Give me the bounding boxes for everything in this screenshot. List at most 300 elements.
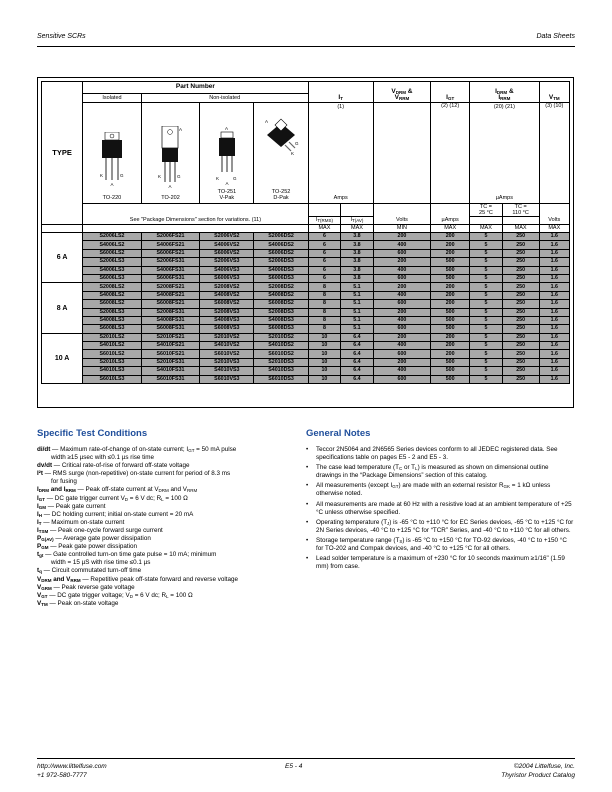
spec-value-cell: 5 <box>470 308 503 316</box>
part-number-cell: S2008FS21 <box>141 283 200 291</box>
spec-value-cell: 200 <box>373 258 430 266</box>
spec-value-cell: 5 <box>470 233 503 241</box>
part-number-cell: S6008VS2 <box>200 300 254 308</box>
spec-value-cell: 5 <box>470 316 503 324</box>
part-number-cell: S2006VS2 <box>200 233 254 241</box>
spec-value-cell: 1.6 <box>539 300 569 308</box>
footer-right <box>501 762 575 780</box>
spec-value-cell: 6 <box>308 274 341 282</box>
spec-value-cell: 200 <box>431 300 470 308</box>
spec-value-cell: 1.6 <box>539 283 569 291</box>
package-name: TO-220 <box>102 194 122 201</box>
spec-value-cell: 3.8 <box>341 266 374 274</box>
spec-value-cell: 400 <box>373 291 430 299</box>
spec-value-cell: 250 <box>502 316 539 324</box>
to252-package-icon <box>263 115 299 155</box>
spec-value-cell: 600 <box>373 375 430 383</box>
part-number-cell: S4006VS2 <box>200 241 254 249</box>
table-row <box>42 283 570 291</box>
footer-rule <box>37 758 575 759</box>
part-number-cell: S2006FS31 <box>141 258 200 266</box>
spec-value-cell: 1.6 <box>539 342 569 350</box>
part-number-cell: S6008LS3 <box>83 325 142 333</box>
part-number-cell: S6010LS2 <box>83 350 142 358</box>
type-header: TYPE <box>42 82 83 225</box>
igt-unit: µAmps <box>431 204 470 225</box>
footer-phone: +1 972-580-7777 <box>37 772 87 779</box>
pin-label: K <box>99 172 103 178</box>
part-number-cell: S2006DS2 <box>254 233 308 241</box>
spec-value-cell: 400 <box>373 316 430 324</box>
test-condition-item: $V_{GT}$ — DC gate trigger voltage; $V_D = 6$ V dc; $R_L = 100$ Ω <box>37 591 193 599</box>
spec-value-cell: 500 <box>431 375 470 383</box>
pin-label: A <box>168 183 172 189</box>
spec-value-cell: 5 <box>470 283 503 291</box>
spec-value-cell: 250 <box>502 266 539 274</box>
vtm-header: $V_{TM}$ <box>539 82 569 103</box>
spec-value-cell: 3.8 <box>341 274 374 282</box>
package-to252 <box>254 103 308 204</box>
test-condition-item: $t_q$ — Circuit commutated turn-off time <box>37 567 142 575</box>
part-number-cell: S4010DS3 <box>254 367 308 375</box>
table-row <box>42 342 570 350</box>
spec-value-cell: 250 <box>502 241 539 249</box>
spec-value-cell: 6.4 <box>341 375 374 383</box>
spec-value-cell: 1.6 <box>539 249 569 257</box>
spec-value-cell: 6.4 <box>341 367 374 375</box>
spec-value-cell: 5.1 <box>341 291 374 299</box>
to202-package-icon <box>157 126 183 192</box>
general-note-item: • All measurements are made at 60 Hz with a resistive load at an ambient temperature of +25 °C unless otherwise specified. <box>306 501 574 517</box>
pin-label: A <box>225 180 229 186</box>
it-header: $I_T$ <box>308 82 373 103</box>
part-number-cell: S6008LS2 <box>83 300 142 308</box>
part-number-cell: S4008DS2 <box>254 291 308 299</box>
idrm-25-unit <box>470 217 503 225</box>
spec-value-cell: 1.6 <box>539 233 569 241</box>
table-row <box>42 241 570 249</box>
pin-label: K <box>158 173 162 179</box>
spec-value-cell: 5.1 <box>341 308 374 316</box>
vtm-unit: Volts <box>539 204 569 225</box>
footer-catalog: Thyristor Product Catalog <box>501 772 575 779</box>
part-number-cell: S2006DS3 <box>254 258 308 266</box>
idrm-note: (20) (21) <box>493 104 515 110</box>
spec-value-cell: 200 <box>373 283 430 291</box>
part-number-cell: S2010VS2 <box>200 333 254 341</box>
spec-value-cell: 250 <box>502 249 539 257</box>
part-number-cell: S4010FS21 <box>141 342 200 350</box>
package-name: TO-251 V-Pak <box>217 188 237 201</box>
to220-package-icon <box>99 132 125 192</box>
igt-note: (2) (12) <box>441 103 460 109</box>
part-number-cell: S6008FS21 <box>141 300 200 308</box>
spec-value-cell: 5 <box>470 300 503 308</box>
spec-value-cell: 600 <box>373 325 430 333</box>
limit-cell: MAX <box>431 225 470 233</box>
part-number-cell: S2006VS3 <box>200 258 254 266</box>
part-number-cell: S6008DS2 <box>254 300 308 308</box>
part-number-cell: S4006DS3 <box>254 266 308 274</box>
running-header-left: Sensitive SCRs <box>37 33 86 40</box>
spec-value-cell: 250 <box>502 291 539 299</box>
limit-cell: MAX <box>502 225 539 233</box>
test-condition-item: $P_{G(AV)}$ — Average gate power dissipation <box>37 535 151 543</box>
spec-value-cell: 600 <box>373 249 430 257</box>
spec-value-cell: 1.6 <box>539 350 569 358</box>
test-condition-item: dv/dt — Critical rate-of-rise of forward off-state voltage <box>37 462 190 470</box>
tc110-header: TC = 110 °C <box>502 204 539 217</box>
part-number-cell: S2008DS2 <box>254 283 308 291</box>
table-row <box>42 308 570 316</box>
pin-label: K <box>215 175 219 181</box>
spec-value-cell: 600 <box>373 300 430 308</box>
spec-value-cell: 500 <box>431 274 470 282</box>
table-row <box>42 258 570 266</box>
table-row <box>42 358 570 366</box>
part-number-cell: S2010FS31 <box>141 358 200 366</box>
test-condition-item: $I_{TSM}$ — Peak one-cycle forward surge current <box>37 526 163 534</box>
table-row <box>42 325 570 333</box>
part-number-cell: S4010FS31 <box>141 367 200 375</box>
limit-cell: MAX <box>341 225 374 233</box>
part-number-cell: S4010VS2 <box>200 342 254 350</box>
spec-value-cell: 5 <box>470 291 503 299</box>
current-group-label: 8 A <box>42 283 83 333</box>
spec-value-cell: 6 <box>308 258 341 266</box>
part-number-cell: S4010DS2 <box>254 342 308 350</box>
spec-value-cell: 200 <box>431 350 470 358</box>
limit-cell: MIN <box>373 225 430 233</box>
spec-value-cell: 250 <box>502 325 539 333</box>
spec-value-cell: 200 <box>431 249 470 257</box>
part-number-cell: S6006LS3 <box>83 274 142 282</box>
package-to202 <box>141 103 200 204</box>
test-condition-item: $t_{gt}$ — Gate controlled turn-on time gate pulse = 10 mA; minimum <box>37 551 217 559</box>
type-spacer <box>42 225 83 233</box>
test-condition-item: $I_{GT}$ — DC gate trigger current $V_D = 6$ V dc; $R_L = 100$ Ω <box>37 494 188 502</box>
spec-value-cell: 5 <box>470 342 503 350</box>
spec-value-cell: 1.6 <box>539 308 569 316</box>
spec-value-cell: 5.1 <box>341 316 374 324</box>
spec-value-cell: 5.1 <box>341 283 374 291</box>
part-number-cell: S2006LS3 <box>83 258 142 266</box>
spec-value-cell: 8 <box>308 300 341 308</box>
spec-value-cell: 8 <box>308 316 341 324</box>
part-number-cell: S2010FS21 <box>141 333 200 341</box>
test-condition-item: $I_{DRM}$ and $I_{RRM}$ — Peak off-state current at $V_{DRM}$ and $V_{RRM}$ <box>37 486 198 494</box>
it-notes-cell <box>308 103 373 204</box>
part-number-cell: S6010VS2 <box>200 350 254 358</box>
part-number-cell: S6010DS2 <box>254 350 308 358</box>
vtm-note-cell <box>539 103 569 204</box>
part-number-cell: S6006DS2 <box>254 249 308 257</box>
pin-label: G <box>119 172 124 178</box>
spec-value-cell: 250 <box>502 258 539 266</box>
spec-value-cell: 250 <box>502 308 539 316</box>
idrm-header: $I_{DRM}$ & $I_{RRM}$ <box>470 82 539 103</box>
general-note-item: • Teccor 2N5064 and 2N6565 Series devices conform to all JEDEC registered data. See specifications table on pages E5 - 2 and E5 - 3. <box>306 446 574 462</box>
spec-value-cell: 500 <box>431 308 470 316</box>
table-row <box>42 333 570 341</box>
spec-value-cell: 500 <box>431 367 470 375</box>
part-number-cell: S2010DS3 <box>254 358 308 366</box>
vtm-note: (3) (10) <box>545 103 564 109</box>
spec-value-cell: 5 <box>470 249 503 257</box>
spec-value-cell: 250 <box>502 367 539 375</box>
part-number-cell: S4008LS3 <box>83 316 142 324</box>
package-name: TO-202 <box>161 194 180 201</box>
part-number-cell: S2010LS2 <box>83 333 142 341</box>
spec-value-cell: 5.1 <box>341 325 374 333</box>
table-row <box>42 375 570 383</box>
spec-value-cell: 200 <box>373 333 430 341</box>
spec-value-cell: 250 <box>502 233 539 241</box>
test-condition-item: $P_{GM}$ — Peak gate power dissipation <box>37 543 138 551</box>
part-number-cell: S4006DS2 <box>254 241 308 249</box>
part-number-cell: S6010DS3 <box>254 375 308 383</box>
spec-value-cell: 6 <box>308 249 341 257</box>
part-number-cell: S4008LS2 <box>83 291 142 299</box>
pin-label: A <box>179 126 183 132</box>
test-condition-item: di/dt — Maximum rate-of-change of on-state current; $I_{GT} = 50$ mA pulse <box>37 446 237 453</box>
idrm-unit: µAmps <box>495 195 513 202</box>
spec-value-cell: 5 <box>470 375 503 383</box>
package-to251 <box>200 103 254 204</box>
limit-cell: MAX <box>308 225 341 233</box>
part-number-cell: S6010LS3 <box>83 375 142 383</box>
spec-value-cell: 1.6 <box>539 316 569 324</box>
spec-value-cell: 1.6 <box>539 258 569 266</box>
table-row <box>42 249 570 257</box>
test-condition-item: $V_{TM}$ — Peak on-state voltage <box>37 599 119 607</box>
to251-package-icon <box>214 124 240 186</box>
spec-value-cell: 250 <box>502 358 539 366</box>
specific-test-conditions-title: Specific Test Conditions <box>37 428 148 439</box>
general-note-item: • Operating temperature $(T_J)$ is -65 °C to +110 °C for EC Series devices, -65 °C to +125 °C for 2N Series devices, -40 °C to +125 °C for “TCR” Series, and -40 °C to +110 °C for all others. <box>306 519 574 535</box>
package-dimensions-note: See "Package Dimensions" section for variations. (11) <box>83 204 308 225</box>
spec-value-cell: 400 <box>373 342 430 350</box>
it-rms-header: $I_{T(RMS)}$ <box>308 217 341 225</box>
part-number-cell: S6006VS2 <box>200 249 254 257</box>
current-group-label: 6 A <box>42 233 83 283</box>
part-number-cell: S6010FS21 <box>141 350 200 358</box>
spec-value-cell: 6 <box>308 233 341 241</box>
table-row <box>42 350 570 358</box>
pin-label: A <box>110 181 114 187</box>
spec-value-cell: 250 <box>502 300 539 308</box>
spec-value-cell: 8 <box>308 291 341 299</box>
spec-value-cell: 400 <box>373 266 430 274</box>
spec-value-cell: 6.4 <box>341 342 374 350</box>
general-notes-title: General Notes <box>306 428 371 439</box>
footer-copyright: ©2004 Littelfuse, Inc. <box>513 763 575 770</box>
test-condition-item: $I_H$ — DC holding current; initial on-state current = 20 mA <box>37 510 194 518</box>
spec-value-cell: 10 <box>308 342 341 350</box>
test-condition-continuation: for fusing <box>51 478 77 486</box>
part-number-cell: S6010FS31 <box>141 375 200 383</box>
spec-value-cell: 5 <box>470 266 503 274</box>
spec-value-cell: 1.6 <box>539 358 569 366</box>
part-number-cell: S4006LS3 <box>83 266 142 274</box>
spec-value-cell: 400 <box>373 367 430 375</box>
part-number-cell: S6006VS3 <box>200 274 254 282</box>
spec-value-cell: 200 <box>431 291 470 299</box>
test-condition-continuation: width = 15 µS with rise time ≤0.1 µs <box>51 559 151 567</box>
test-condition-item: $V_{GRM}$ — Peak reverse gate voltage <box>37 583 135 591</box>
part-number-cell: S4010VS3 <box>200 367 254 375</box>
spec-value-cell: 8 <box>308 325 341 333</box>
table-row <box>42 291 570 299</box>
spec-value-cell: 5 <box>470 367 503 375</box>
spec-value-cell: 250 <box>502 342 539 350</box>
spec-value-cell: 6.4 <box>341 358 374 366</box>
it-rms-spacer <box>308 204 341 217</box>
part-number-cell: S6006FS21 <box>141 249 200 257</box>
spec-value-cell: 250 <box>502 333 539 341</box>
spec-value-cell: 10 <box>308 350 341 358</box>
idrm-notes-cell <box>470 103 539 204</box>
pin-label: G <box>232 175 237 181</box>
part-number-cell: S4006FS21 <box>141 241 200 249</box>
footer-page-number: E5 - 4 <box>285 763 303 770</box>
it-note: (1) <box>337 104 345 110</box>
part-number-cell: S2010DS2 <box>254 333 308 341</box>
spec-value-cell: 200 <box>431 233 470 241</box>
spec-value-cell: 200 <box>373 358 430 366</box>
general-note-item: • Storage temperature range $(T_S)$ is -65 °C to +150 °C for TO-92 devices, -40 °C to +150 °C for TO-202 and Compak devices, and -40 °C to +125 °C for all others. <box>306 537 574 553</box>
spec-value-cell: 500 <box>431 358 470 366</box>
spec-value-cell: 10 <box>308 367 341 375</box>
spec-value-cell: 250 <box>502 283 539 291</box>
table-row <box>42 274 570 282</box>
pin-label: G <box>177 173 181 179</box>
general-notes-list <box>306 446 574 573</box>
pin-label: A <box>224 125 228 131</box>
footer-left <box>37 762 107 780</box>
igt-header: $I_{GT}$ <box>431 82 470 103</box>
part-number-cell: S6008VS3 <box>200 325 254 333</box>
limit-cell: MAX <box>539 225 569 233</box>
part-number-cell: S6006FS31 <box>141 274 200 282</box>
pin-label: A <box>265 119 269 124</box>
part-number-cell: S6006DS3 <box>254 274 308 282</box>
part-number-cell: S4008FS21 <box>141 291 200 299</box>
spec-value-cell: 5 <box>470 274 503 282</box>
part-number-cell: S6006LS2 <box>83 249 142 257</box>
part-number-cell: S4008FS31 <box>141 316 200 324</box>
spec-value-cell: 400 <box>373 241 430 249</box>
part-number-cell: S4006VS3 <box>200 266 254 274</box>
spec-value-cell: 1.6 <box>539 375 569 383</box>
part-number-cell: S2010LS3 <box>83 358 142 366</box>
table-row <box>42 300 570 308</box>
limit-cell: MAX <box>470 225 503 233</box>
general-note-item: • Lead solder temperature is a maximum of +230 °C for 10 seconds maximum ≥1/16" (1.59 mm) from case. <box>306 555 574 571</box>
spec-value-cell: 250 <box>502 274 539 282</box>
spec-value-cell: 3.8 <box>341 258 374 266</box>
part-number-cell: S2008LS2 <box>83 283 142 291</box>
spec-value-cell: 200 <box>431 333 470 341</box>
spec-value-cell: 500 <box>431 258 470 266</box>
spec-value-cell: 500 <box>431 266 470 274</box>
spec-value-cell: 6 <box>308 241 341 249</box>
part-number-cell: S2008DS3 <box>254 308 308 316</box>
specific-test-conditions-list <box>37 446 299 608</box>
vdrm-unit: Volts <box>373 204 430 225</box>
part-number-cell: S2008VS3 <box>200 308 254 316</box>
spec-value-cell: 1.6 <box>539 367 569 375</box>
general-note-item: • All measurements (except $I_{GT}$) are made with an external resistor $R_{GK} = 1$ kΩ unless otherwise noted. <box>306 482 574 498</box>
spec-value-cell: 1.6 <box>539 333 569 341</box>
part-number-cell: S2010VS3 <box>200 358 254 366</box>
test-condition-item: $I_{GM}$ — Peak gate current <box>37 502 106 510</box>
spec-value-cell: 10 <box>308 375 341 383</box>
spec-value-cell: 10 <box>308 358 341 366</box>
header-rule <box>37 46 575 47</box>
spec-value-cell: 1.6 <box>539 241 569 249</box>
spec-value-cell: 5 <box>470 258 503 266</box>
tc25-header: TC = 25 °C <box>470 204 503 217</box>
table-row <box>42 233 570 241</box>
spec-value-cell: 5.1 <box>341 300 374 308</box>
vdrm-header: $V_{DRM}$ & $V_{RRM}$ <box>373 82 430 103</box>
part-number-cell: S2008LS3 <box>83 308 142 316</box>
idrm-110-unit <box>502 217 539 225</box>
part-number-cell: S6008FS31 <box>141 325 200 333</box>
vdrm-unit-cell <box>373 103 430 204</box>
spec-value-cell: 1.6 <box>539 291 569 299</box>
spec-value-cell: 10 <box>308 333 341 341</box>
package-to220 <box>83 103 142 204</box>
spec-value-cell: 5 <box>470 333 503 341</box>
spec-value-cell: 5 <box>470 241 503 249</box>
spec-value-cell: 600 <box>373 274 430 282</box>
table-row <box>42 266 570 274</box>
footer-url[interactable]: http://www.littelfuse.com <box>37 763 107 770</box>
part-number-header: Part Number <box>83 82 308 94</box>
table-row <box>42 316 570 324</box>
spec-value-cell: 3.8 <box>341 249 374 257</box>
spec-value-cell: 5 <box>470 358 503 366</box>
isolated-header: Isolated <box>83 94 142 103</box>
part-number-table <box>41 81 570 384</box>
spec-value-cell: 6 <box>308 266 341 274</box>
spec-value-cell: 8 <box>308 283 341 291</box>
part-number-cell: S2006FS21 <box>141 233 200 241</box>
limits-spacer <box>83 225 308 233</box>
spec-value-cell: 1.6 <box>539 274 569 282</box>
spec-value-cell: 6.4 <box>341 333 374 341</box>
spec-value-cell: 200 <box>431 283 470 291</box>
it-av-header: $I_{T(AV)}$ <box>341 217 374 225</box>
spec-value-cell: 1.6 <box>539 266 569 274</box>
spec-value-cell: 8 <box>308 308 341 316</box>
it-av-spacer <box>341 204 374 217</box>
general-note-item: • The case lead temperature ($T_C$ or $T_L$) is measured as shown on dimensional outline drawings in the “Package Dimensions” section of this catalog. <box>306 464 574 480</box>
spec-value-cell: 250 <box>502 350 539 358</box>
spec-value-cell: 3.8 <box>341 233 374 241</box>
spec-value-cell: 5 <box>470 350 503 358</box>
spec-value-cell: 6.4 <box>341 350 374 358</box>
part-number-cell: S4006FS31 <box>141 266 200 274</box>
spec-value-cell: 200 <box>373 233 430 241</box>
part-number-cell: S4010LS3 <box>83 367 142 375</box>
test-condition-item: $V_{DRM}$ and $V_{RRM}$ — Repetitive peak off-state forward and reverse voltage <box>37 575 238 583</box>
current-group-label: 10 A <box>42 333 83 383</box>
part-number-cell: S2006LS2 <box>83 233 142 241</box>
part-number-cell: S4008VS3 <box>200 316 254 324</box>
